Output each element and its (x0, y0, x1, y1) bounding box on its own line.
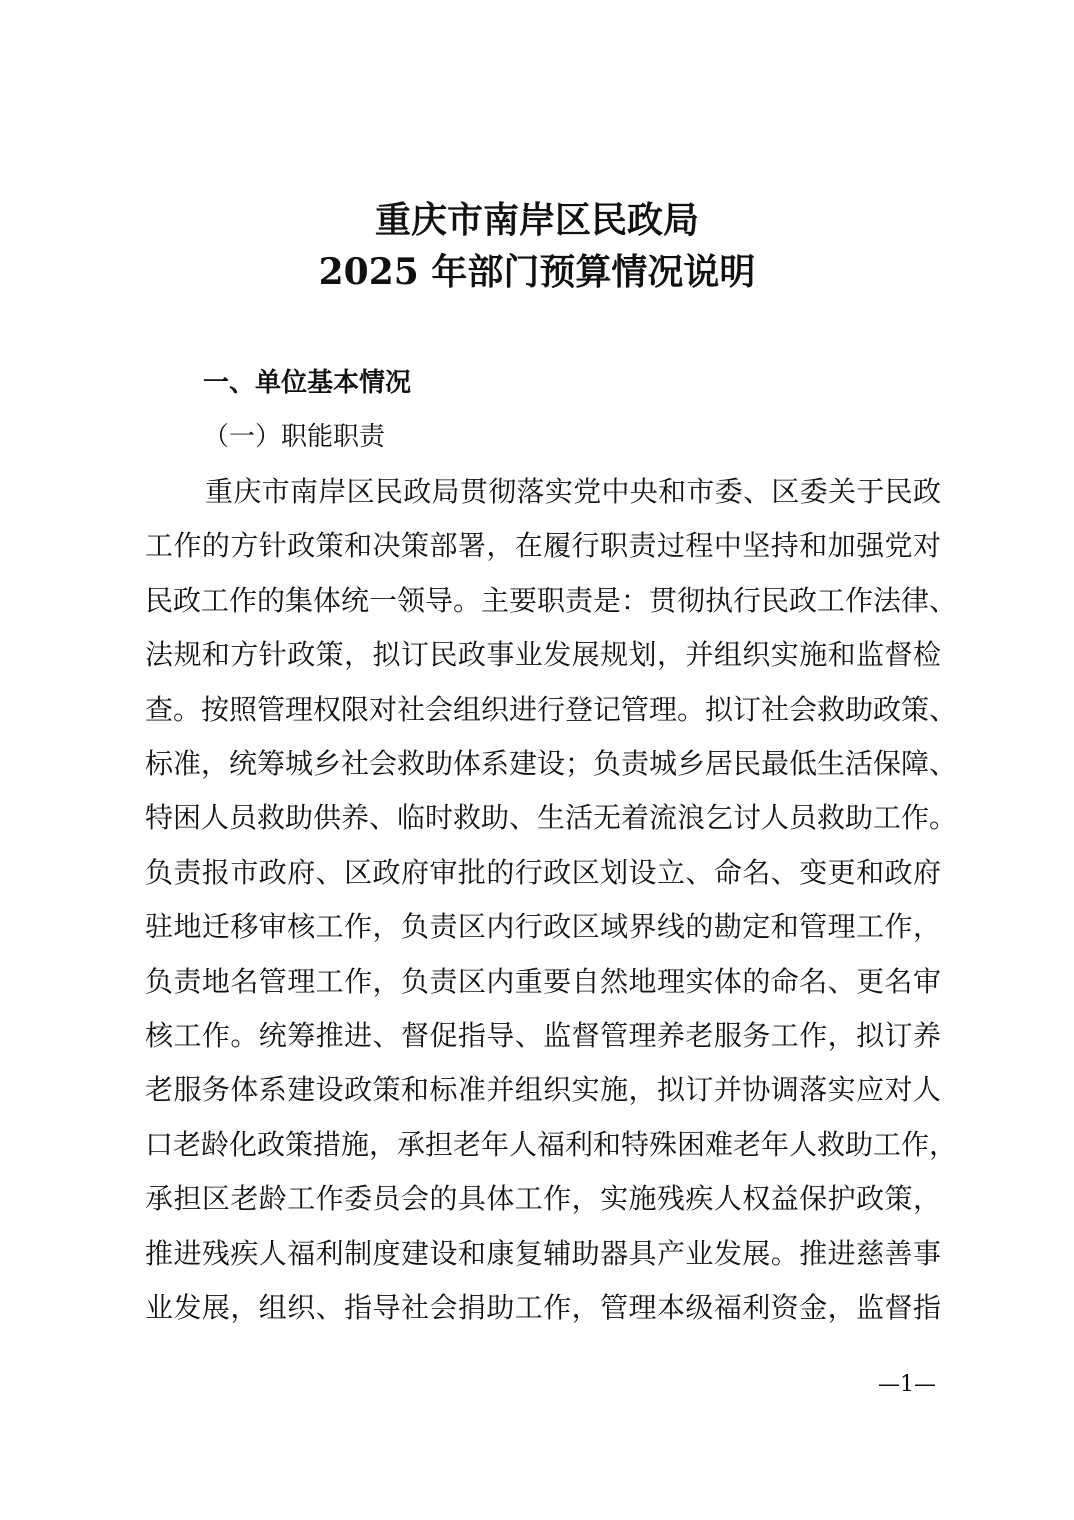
paragraph-line: 业发展，组织、指导社会捐助工作，管理本级福利资金，监督指 (145, 1291, 941, 1324)
section-heading: 一、单位基本情况 (203, 368, 412, 398)
paragraph-line: 推进残疾人福利制度建设和康复辅助器具产业发展。推进慈善事 (145, 1236, 941, 1270)
paragraph-line: 负责地名管理工作，负责区内重要自然地理实体的命名、更名审 (145, 964, 941, 998)
paragraph-line: 承担区老龄工作委员会的具体工作，实施残疾人权益保护政策， (145, 1182, 941, 1216)
paragraph-line: 特困人员救助供养、临时救助、生活无着流浪乞讨人员救助工作。 (145, 801, 958, 835)
document-title-line1: 重庆市南岸区民政局 (374, 199, 699, 241)
paragraph-line: 重庆市南岸区民政局贯彻落实党中央和市委、区委关于民政 (205, 475, 941, 508)
paragraph-line: 核工作。统筹推进、督促指导、监督管理养老服务工作，拟订养 (145, 1019, 941, 1052)
paragraph-line: 口老龄化政策措施，承担老年人福利和特殊困难老年人救助工作， (145, 1127, 958, 1161)
document-title-line2: 2025 年部门预算情况说明 (318, 251, 756, 293)
paragraph-line: 民政工作的集体统一领导。主要职责是：贯彻执行民政工作法律、 (145, 583, 958, 617)
paragraph-line: 驻地迁移审核工作，负责区内行政区域界线的勘定和管理工作， (145, 910, 941, 944)
paragraph-line: 标准，统筹城乡社会救助体系建设；负责城乡居民最低生活保障、 (145, 747, 958, 780)
paragraph-line: 查。按照管理权限对社会组织进行登记管理。拟订社会救助政策、 (145, 692, 958, 726)
paragraph-line: 法规和方针政策，拟订民政事业发展规划，并组织实施和监督检 (145, 638, 941, 672)
subsection-heading: （一）职能职责 (203, 422, 386, 452)
paragraph-line: 工作的方针政策和决策部署，在履行职责过程中坚持和加强党对 (145, 529, 941, 563)
page-number: —1— (878, 1372, 936, 1397)
paragraph-line: 老服务体系建设政策和标准并组织实施，拟订并协调落实应对人 (145, 1073, 941, 1107)
paragraph-line: 负责报市政府、区政府审批的行政区划设立、命名、变更和政府 (145, 855, 941, 889)
